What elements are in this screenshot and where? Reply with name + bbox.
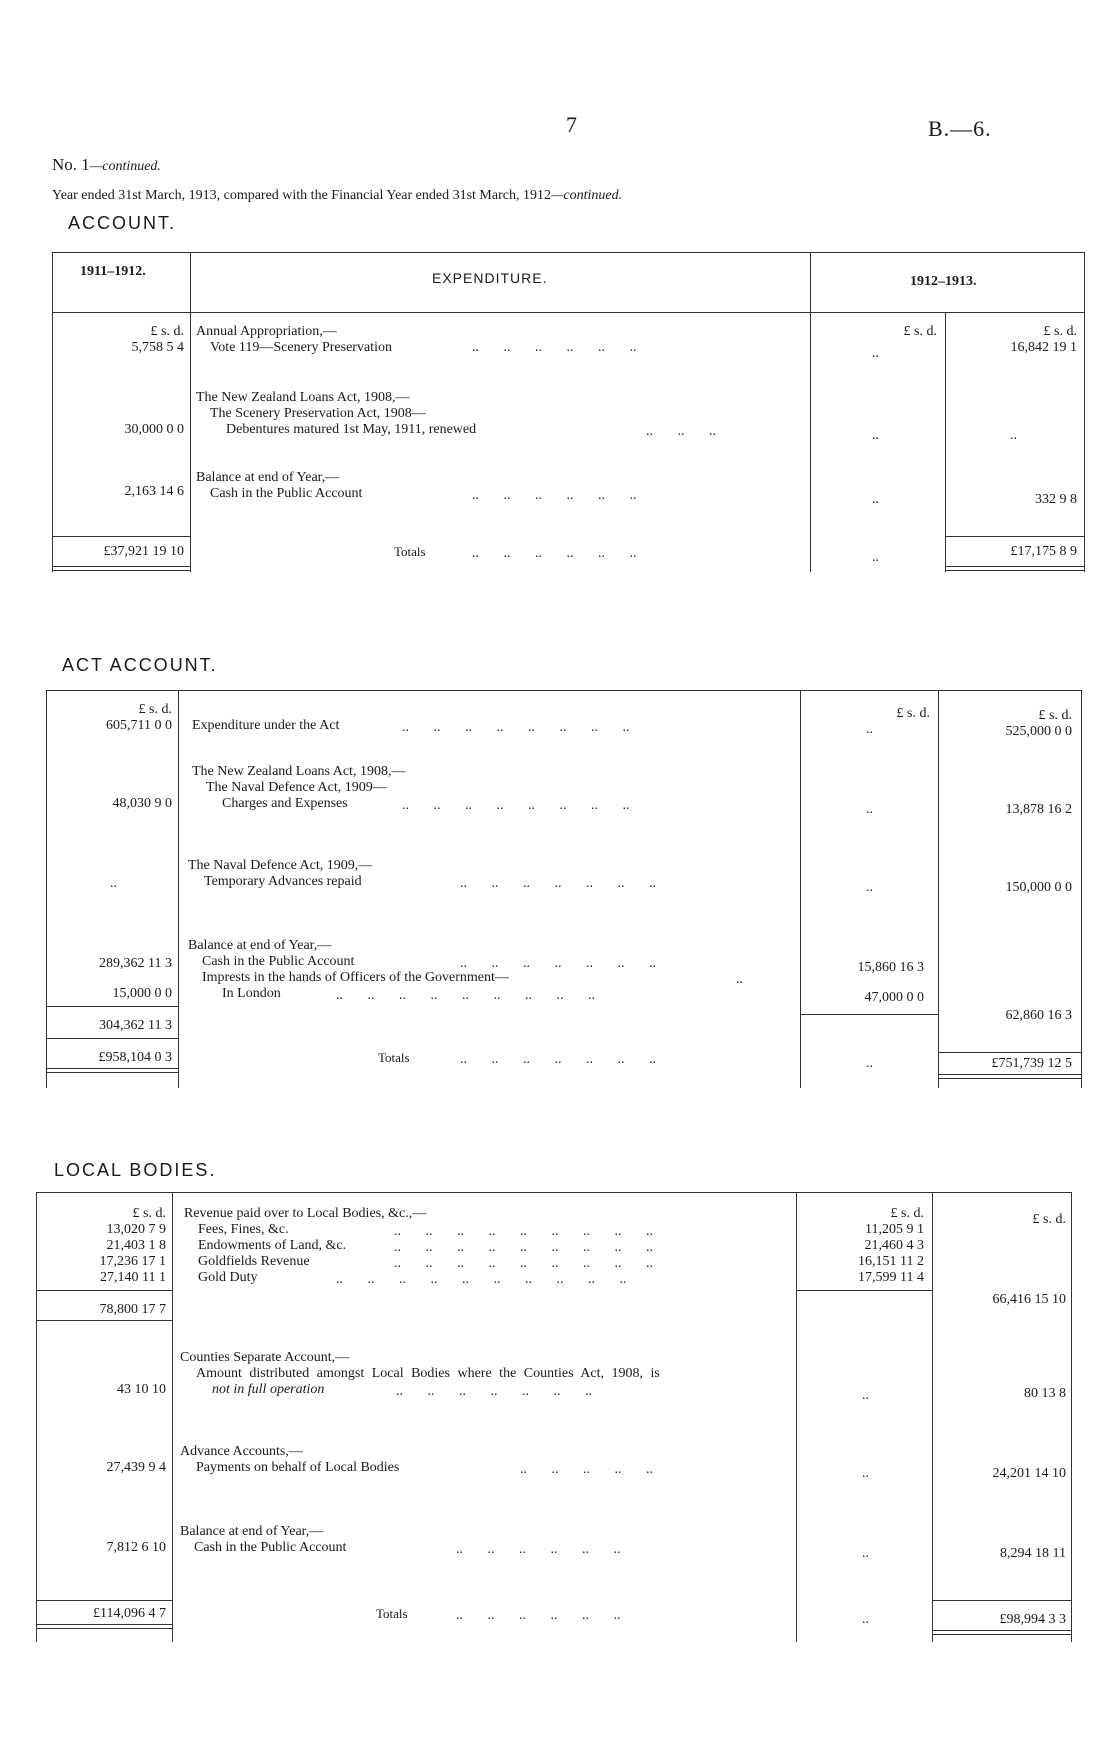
table-number-label: No. 1 xyxy=(52,155,90,174)
table-rule xyxy=(945,536,1085,537)
currency-mid: £ s. d. xyxy=(896,706,930,721)
col-header-1911: 1911–1912. xyxy=(80,264,146,279)
row-label: Gold Duty xyxy=(198,1270,258,1285)
table-rule xyxy=(46,690,47,1088)
table-rule xyxy=(36,1192,37,1642)
row-value-1913: 16,842 19 1 xyxy=(1010,340,1077,355)
row-value-1913: 525,000 0 0 xyxy=(1005,724,1072,739)
row-heading: The New Zealand Loans Act, 1908,— xyxy=(196,390,410,405)
table-rule xyxy=(938,1074,1081,1079)
row-value-1911: 15,000 0 0 xyxy=(112,986,172,1001)
table-rule xyxy=(36,1290,172,1291)
row-mid-value: .. xyxy=(872,428,879,443)
currency-mid: £ s. d. xyxy=(903,324,937,339)
table-rule xyxy=(52,312,1085,313)
row-label: Cash in the Public Account xyxy=(210,486,363,501)
row-value-1913: 24,201 14 10 xyxy=(992,1466,1066,1481)
table-rule xyxy=(46,1068,178,1073)
table-rule xyxy=(796,1290,932,1291)
page-number: 7 xyxy=(566,112,577,137)
row-mid-value: .. xyxy=(862,1388,869,1403)
table-rule xyxy=(932,1600,1072,1601)
leader-dots: .. .. .. .. .. .. xyxy=(456,1542,621,1557)
leader-dots: .. .. .. .. .. .. xyxy=(456,1608,621,1623)
row-value-1911: 43 10 10 xyxy=(117,1382,166,1397)
leader-dots: .. .. .. .. .. .. .. xyxy=(460,956,656,971)
row-value-1911: 2,163 14 6 xyxy=(124,484,184,499)
row-value-1911: .. xyxy=(110,876,117,891)
table-rule xyxy=(52,566,190,571)
row-label: Vote 119—Scenery Preservation xyxy=(210,340,392,355)
row-value-1911: 7,812 6 10 xyxy=(106,1540,166,1555)
table-rule xyxy=(932,1192,933,1642)
row-value-1911: 30,000 0 0 xyxy=(124,422,184,437)
row-mid-value: 47,000 0 0 xyxy=(864,990,924,1005)
table-rule xyxy=(796,1192,797,1642)
table-rule xyxy=(46,690,1082,691)
subtitle-text: Year ended 31st March, 1913, compared with the Financial Year ended 31st March, 1912 xyxy=(52,188,551,203)
row-mid-value: .. xyxy=(862,1546,869,1561)
row-value-1911: 605,711 0 0 xyxy=(106,718,172,733)
row-heading: Balance at end of Year,— xyxy=(196,470,340,485)
row-mid-value: .. xyxy=(866,880,873,895)
leader-dots: .. .. .. .. .. .. .. xyxy=(396,1384,592,1399)
leader-dots: .. xyxy=(736,972,743,987)
leader-dots: .. .. .. .. .. .. .. .. .. xyxy=(336,988,595,1003)
row-label: not in full operation xyxy=(212,1382,325,1397)
row-value-1911: 48,030 9 0 xyxy=(112,796,172,811)
row-label: In London xyxy=(222,986,281,1001)
table-rule xyxy=(938,690,939,1088)
row-mid-value: 15,860 16 3 xyxy=(857,960,924,975)
row-mid-value: 16,151 11 2 xyxy=(858,1254,924,1269)
table-rule xyxy=(938,1052,1081,1053)
total-mid: .. xyxy=(866,1056,873,1071)
total-1911: £37,921 19 10 xyxy=(103,544,184,559)
table-number-suffix: —continued. xyxy=(89,159,161,174)
col-header-expenditure: EXPENDITURE. xyxy=(432,270,548,286)
row-value-1913: 332 9 8 xyxy=(1035,492,1077,507)
row-mid-value: .. xyxy=(862,1466,869,1481)
row-label: Goldfields Revenue xyxy=(198,1254,310,1269)
row-subheading: Amount distributed amongst Local Bodies where the Counties Act, 1908, is xyxy=(196,1366,660,1381)
leader-dots: .. .. .. .. .. .. xyxy=(472,340,637,355)
row-label: Temporary Advances repaid xyxy=(204,874,362,889)
leader-dots: .. .. .. .. .. xyxy=(520,1462,653,1477)
currency-right: £ s. d. xyxy=(1032,1212,1066,1227)
row-value-1911: 13,020 7 9 xyxy=(106,1222,166,1237)
currency-right: £ s. d. xyxy=(1038,708,1072,723)
table-rule xyxy=(1071,1192,1072,1642)
row-label: Cash in the Public Account xyxy=(194,1540,347,1555)
row-value-1913: 80 13 8 xyxy=(1024,1386,1066,1401)
table-rule xyxy=(945,566,1085,571)
row-heading: Annual Appropriation,— xyxy=(196,324,337,339)
total-1911: £958,104 0 3 xyxy=(98,1050,172,1065)
table-rule xyxy=(52,536,190,537)
subtitle xyxy=(52,188,622,204)
row-heading: Advance Accounts,— xyxy=(180,1444,303,1459)
row-label: Endowments of Land, &c. xyxy=(198,1238,347,1253)
leader-dots: .. .. .. .. .. .. .. .. .. xyxy=(394,1224,653,1239)
row-value-1913: 66,416 15 10 xyxy=(992,1292,1066,1307)
table-rule xyxy=(172,1192,173,1642)
total-1913: £751,739 12 5 xyxy=(991,1056,1072,1071)
leader-dots: .. .. .. xyxy=(646,424,716,439)
table-rule xyxy=(800,690,801,1088)
row-mid-value: 17,599 11 4 xyxy=(858,1270,924,1285)
row-heading: The Naval Defence Act, 1909,— xyxy=(188,858,373,873)
row-label: Charges and Expenses xyxy=(222,796,348,811)
row-label: Expenditure under the Act xyxy=(192,718,340,733)
currency-mid: £ s. d. xyxy=(890,1206,924,1221)
row-mid-value: .. xyxy=(872,492,879,507)
totals-label: Totals xyxy=(394,544,426,559)
leader-dots: .. .. .. .. .. .. .. .. xyxy=(402,720,630,735)
row-subtotal-1911: 78,800 17 7 xyxy=(99,1302,166,1317)
leader-dots: .. .. .. .. .. .. xyxy=(472,488,637,503)
row-heading: Balance at end of Year,— xyxy=(188,938,332,953)
row-label: Cash in the Public Account xyxy=(202,954,355,969)
total-1913: £17,175 8 9 xyxy=(1010,544,1077,559)
document-reference: B.—6. xyxy=(928,116,992,141)
row-subtotal-1911: 304,362 11 3 xyxy=(99,1018,172,1033)
currency-right: £ s. d. xyxy=(1043,324,1077,339)
currency-left: £ s. d. xyxy=(150,324,184,339)
row-mid-value: .. xyxy=(872,346,879,361)
currency-left: £ s. d. xyxy=(132,1206,166,1221)
table-rule xyxy=(36,1192,1072,1193)
subtitle-suffix: —continued. xyxy=(550,188,623,203)
total-1911: £114,096 4 7 xyxy=(93,1606,166,1621)
leader-dots: .. .. .. .. .. .. .. .. xyxy=(402,798,630,813)
row-heading: Revenue paid over to Local Bodies, &c.,— xyxy=(184,1206,427,1221)
totals-label: Totals xyxy=(376,1606,408,1621)
row-value-1911: 289,362 11 3 xyxy=(99,956,172,971)
leader-dots: .. .. .. .. .. .. .. .. .. xyxy=(394,1240,653,1255)
row-value-1911: 27,439 9 4 xyxy=(106,1460,166,1475)
act-account-table xyxy=(46,690,1082,1088)
section-title-act-account: ACT ACCOUNT. xyxy=(62,655,218,675)
table-rule xyxy=(46,1006,178,1007)
row-label: Debentures matured 1st May, 1911, renewed xyxy=(226,422,477,437)
row-mid-value: 11,205 9 1 xyxy=(865,1222,924,1237)
row-subheading: The Naval Defence Act, 1909— xyxy=(206,780,387,795)
row-label: Fees, Fines, &c. xyxy=(198,1222,289,1237)
table-rule xyxy=(36,1320,172,1321)
total-mid: .. xyxy=(862,1612,869,1627)
currency-left: £ s. d. xyxy=(138,702,172,717)
row-heading: The New Zealand Loans Act, 1908,— xyxy=(192,764,406,779)
row-value-1913: 13,878 16 2 xyxy=(1005,802,1072,817)
row-value-1911: 17,236 17 1 xyxy=(99,1254,166,1269)
col-header-1913: 1912–1913. xyxy=(910,274,977,289)
leader-dots: .. .. .. .. .. .. .. .. .. xyxy=(394,1256,653,1271)
table-number xyxy=(52,155,161,175)
total-mid: .. xyxy=(872,550,879,565)
section-title-local-bodies: LOCAL BODIES. xyxy=(54,1160,217,1180)
table-rule xyxy=(1084,252,1085,572)
table-rule xyxy=(52,252,53,572)
row-label: Payments on behalf of Local Bodies xyxy=(196,1460,400,1475)
row-mid-value: .. xyxy=(866,802,873,817)
row-value-1911: 21,403 1 8 xyxy=(106,1238,166,1253)
local-bodies-table xyxy=(36,1192,1072,1642)
table-rule xyxy=(190,252,191,572)
table-rule xyxy=(178,690,179,1088)
leader-dots: .. .. .. .. .. .. .. xyxy=(460,1052,656,1067)
row-value-1913: 150,000 0 0 xyxy=(1005,880,1072,895)
row-mid-value: .. xyxy=(866,722,873,737)
row-value-1911: 5,758 5 4 xyxy=(131,340,184,355)
table-rule xyxy=(932,1630,1072,1635)
table-rule xyxy=(52,252,1085,253)
total-1913: £98,994 3 3 xyxy=(999,1612,1066,1627)
leader-dots: .. .. .. .. .. .. .. xyxy=(460,876,656,891)
row-value-1913: 62,860 16 3 xyxy=(1005,1008,1072,1023)
totals-label: Totals xyxy=(378,1050,410,1065)
table-rule xyxy=(46,1038,178,1039)
row-heading: Counties Separate Account,— xyxy=(180,1350,350,1365)
row-value-1911: 27,140 11 1 xyxy=(100,1270,166,1285)
row-subheading: Imprests in the hands of Officers of the Government— xyxy=(202,970,509,985)
row-heading: Balance at end of Year,— xyxy=(180,1524,324,1539)
row-subheading: The Scenery Preservation Act, 1908— xyxy=(210,406,426,421)
table-rule xyxy=(36,1600,172,1601)
leader-dots: .. .. .. .. .. .. xyxy=(472,546,637,561)
account-table xyxy=(52,252,1085,572)
leader-dots: .. .. .. .. .. .. .. .. .. .. xyxy=(336,1272,627,1287)
table-rule xyxy=(800,1014,938,1015)
table-rule xyxy=(945,312,946,572)
section-title-account: ACCOUNT. xyxy=(68,213,177,233)
table-rule xyxy=(1081,690,1082,1088)
row-value-1913: .. xyxy=(1010,428,1017,443)
table-rule xyxy=(810,252,811,572)
table-rule xyxy=(36,1624,172,1629)
row-mid-value: 21,460 4 3 xyxy=(864,1238,924,1253)
row-value-1913: 8,294 18 11 xyxy=(1000,1546,1066,1561)
